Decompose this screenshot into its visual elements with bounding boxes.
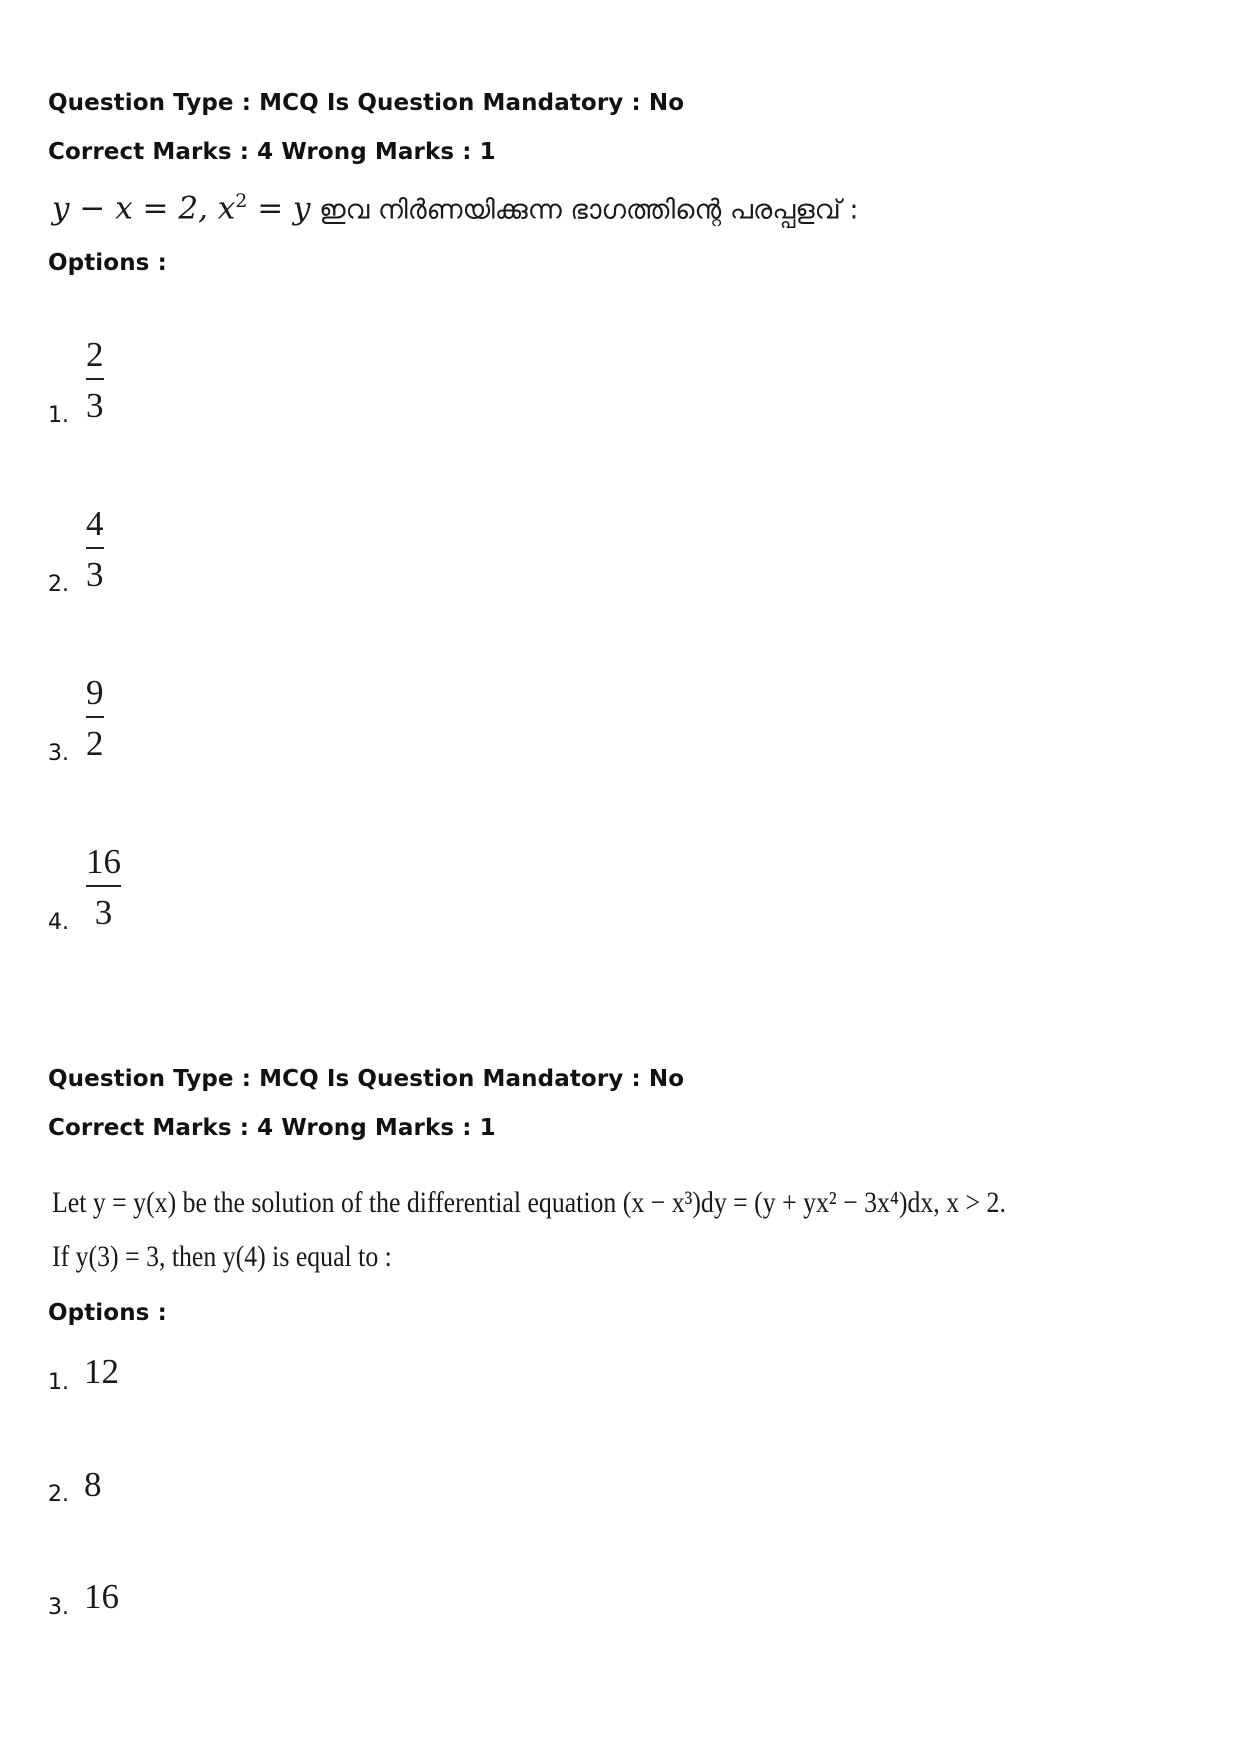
fraction-bar [86, 378, 104, 380]
q1-malayalam-text: ഇവ നിർണയിക്കുന്ന ഭാഗത്തിന്റെ പരപ്പളവ് : [310, 194, 859, 226]
q1-math-part1: y − x = 2, x [52, 190, 236, 227]
numerator: 4 [86, 504, 104, 543]
q2-option-1-number: 1. [48, 1370, 69, 1395]
q1-option-2-number: 2. [48, 572, 69, 597]
q2-option-3[interactable]: 16 [84, 1577, 119, 1616]
q1-option-1-number: 1. [48, 403, 69, 428]
q1-marks: Correct Marks : 4 Wrong Marks : 1 [48, 139, 496, 165]
fraction-bar [86, 885, 121, 887]
q2-option-1[interactable]: 12 [84, 1352, 119, 1391]
q2-option-3-number: 3. [48, 1595, 69, 1620]
q1-option-3[interactable] [86, 675, 104, 761]
q1-math-part2: = y [247, 190, 311, 227]
denominator: 3 [86, 555, 104, 594]
q2-option-2[interactable]: 8 [84, 1465, 102, 1504]
denominator: 2 [86, 724, 104, 763]
fraction-bar [86, 716, 104, 718]
numerator: 16 [86, 842, 121, 881]
q1-option-1[interactable] [86, 337, 104, 423]
q2-question-line-1: Let y = y(x) be the solution of the differential equation (x − x³)dy = (y + yx² − 3x⁴)dx, x > 2. [52, 1186, 1006, 1219]
q1-math-sup: 2 [235, 190, 248, 212]
q2-question-type: Question Type : MCQ Is Question Mandatory : No [48, 1066, 685, 1092]
fraction-bar [86, 547, 104, 549]
q2-options-label: Options : [48, 1300, 167, 1326]
numerator: 2 [86, 335, 104, 374]
q1-option-4[interactable] [86, 844, 121, 930]
q2-option-2-number: 2. [48, 1482, 69, 1507]
numerator: 9 [86, 673, 104, 712]
q2-question-line-2: If y(3) = 3, then y(4) is equal to : [52, 1240, 392, 1273]
q2-marks: Correct Marks : 4 Wrong Marks : 1 [48, 1115, 496, 1141]
q1-option-3-number: 3. [48, 741, 69, 766]
q1-option-4-number: 4. [48, 910, 69, 935]
q1-question-text [52, 190, 858, 226]
q1-options-label: Options : [48, 250, 167, 276]
denominator: 3 [86, 386, 104, 425]
q1-question-type: Question Type : MCQ Is Question Mandatory : No [48, 90, 685, 116]
denominator: 3 [94, 893, 113, 932]
q1-option-2[interactable] [86, 506, 104, 592]
